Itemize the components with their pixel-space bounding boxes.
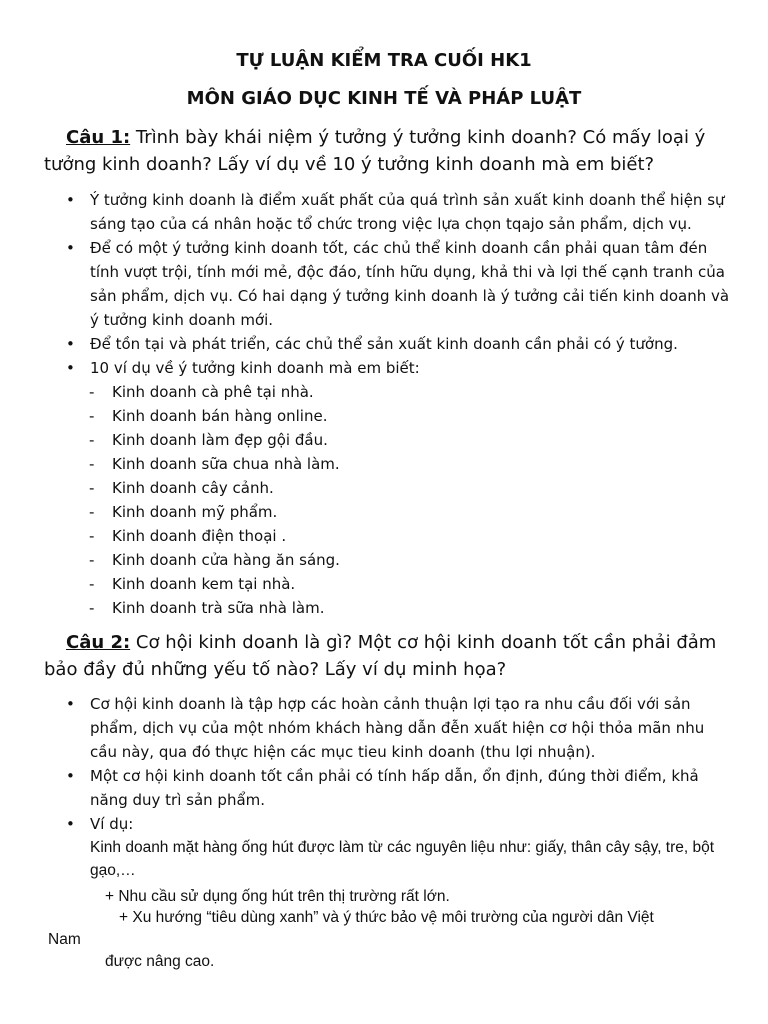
example-item: - Kinh doanh cửa hàng ăn sáng. <box>90 548 730 572</box>
question-2-answer-list <box>64 692 730 882</box>
question-2-label: Câu 2: <box>66 632 131 653</box>
question-2-text: Cơ hội kinh doanh là gì? Một cơ hội kinh doanh tốt cần phải đảm bảo đầy đủ những yếu tố nào? Lấy ví dụ minh họa? <box>44 632 717 680</box>
example-item: - Kinh doanh mỹ phẩm. <box>90 500 730 524</box>
example-point-2: + Xu hướng “tiêu dùng xanh” và ý thức bảo vệ môi trường của người dân Việt <box>119 909 654 926</box>
subject-title: MÔN GIÁO DỤC KINH TẾ VÀ PHÁP LUẬT <box>186 88 582 109</box>
examples-intro: 10 ví dụ về ý tưởng kinh doanh mà em biết: <box>90 359 420 377</box>
example-text: Kinh doanh mặt hàng ống hút được làm từ các nguyên liệu như: giấy, thân cây sậy, tre, bột gạo,… <box>90 839 715 879</box>
example-item: - Kinh doanh làm đẹp gội đầu. <box>90 428 730 452</box>
example-point-2-continued: Nam <box>48 931 81 948</box>
list-item: • Cơ hội kinh doanh là tập hợp các hoàn cảnh thuận lợi tạo ra nhu cầu đối với sản phẩm, dịch vụ của một nhóm khách hàng dẫn đễn xuất hiện cơ hội thỏa mãn nhu cầu này, qua đó thực hiện các mục tieu kinh doanh (thu lợi nhuận). <box>64 692 730 764</box>
example-item: - Kinh doanh sữa chua nhà làm. <box>90 452 730 476</box>
example-item: - Kinh doanh điện thoại . <box>90 524 730 548</box>
question-2 <box>44 629 734 683</box>
example-item: - Kinh doanh bán hàng online. <box>90 404 730 428</box>
example-item: - Kinh doanh cà phê tại nhà. <box>90 380 730 404</box>
example-point-3: được nâng cao. <box>105 953 215 970</box>
question-1-answer-list <box>64 188 730 620</box>
list-item: • Để có một ý tưởng kinh doanh tốt, các chủ thể kinh doanh cần phải quan tâm đén tính vượt trội, tính mới mẻ, độc đáo, tính hữu dụng, khả thi và lợi thế cạnh tranh của sản phẩm, dịch vụ. Có hai dạng ý tưởng kinh doanh là ý tưởng cải tiến kinh doanh và ý tưởng kinh doanh mới. <box>64 236 730 332</box>
example-point-1: + Nhu cầu sử dụng ống hút trên thị trường rất lớn. <box>105 888 450 905</box>
example-item: - Kinh doanh cây cảnh. <box>90 476 730 500</box>
example-item: - Kinh doanh trà sữa nhà làm. <box>90 596 730 620</box>
question-1-label: Câu 1: <box>66 127 131 148</box>
question-1-text: Trình bày khái niệm ý tưởng ý tưởng kinh doanh? Có mấy loại ý tưởng kinh doanh? Lấy ví dụ về 10 ý tưởng kinh doanh mà em biết? <box>44 127 706 175</box>
list-item <box>64 356 730 620</box>
question-1 <box>44 124 734 178</box>
examples-list <box>90 380 730 620</box>
list-item: • Một cơ hội kinh doanh tốt cần phải có tính hấp dẫn, ổn định, đúng thời điểm, khả năng duy trì sản phẩm. <box>64 764 730 812</box>
document-title: TỰ LUẬN KIỂM TRA CUỐI HK1 <box>236 50 532 71</box>
example-item: - Kinh doanh kem tại nhà. <box>90 572 730 596</box>
list-item <box>64 812 730 882</box>
example-heading: Ví dụ: <box>90 815 134 833</box>
list-item: • Ý tưởng kinh doanh là điểm xuất phất của quá trình sản xuất kinh doanh thể hiện sự sáng tạo của cá nhân hoặc tổ chức trong việc lựa chọn tqajo sản phẩm, dịch vụ. <box>64 188 730 236</box>
list-item: • Để tồn tại và phát triển, các chủ thể sản xuất kinh doanh cần phải có ý tưởng. <box>64 332 730 356</box>
